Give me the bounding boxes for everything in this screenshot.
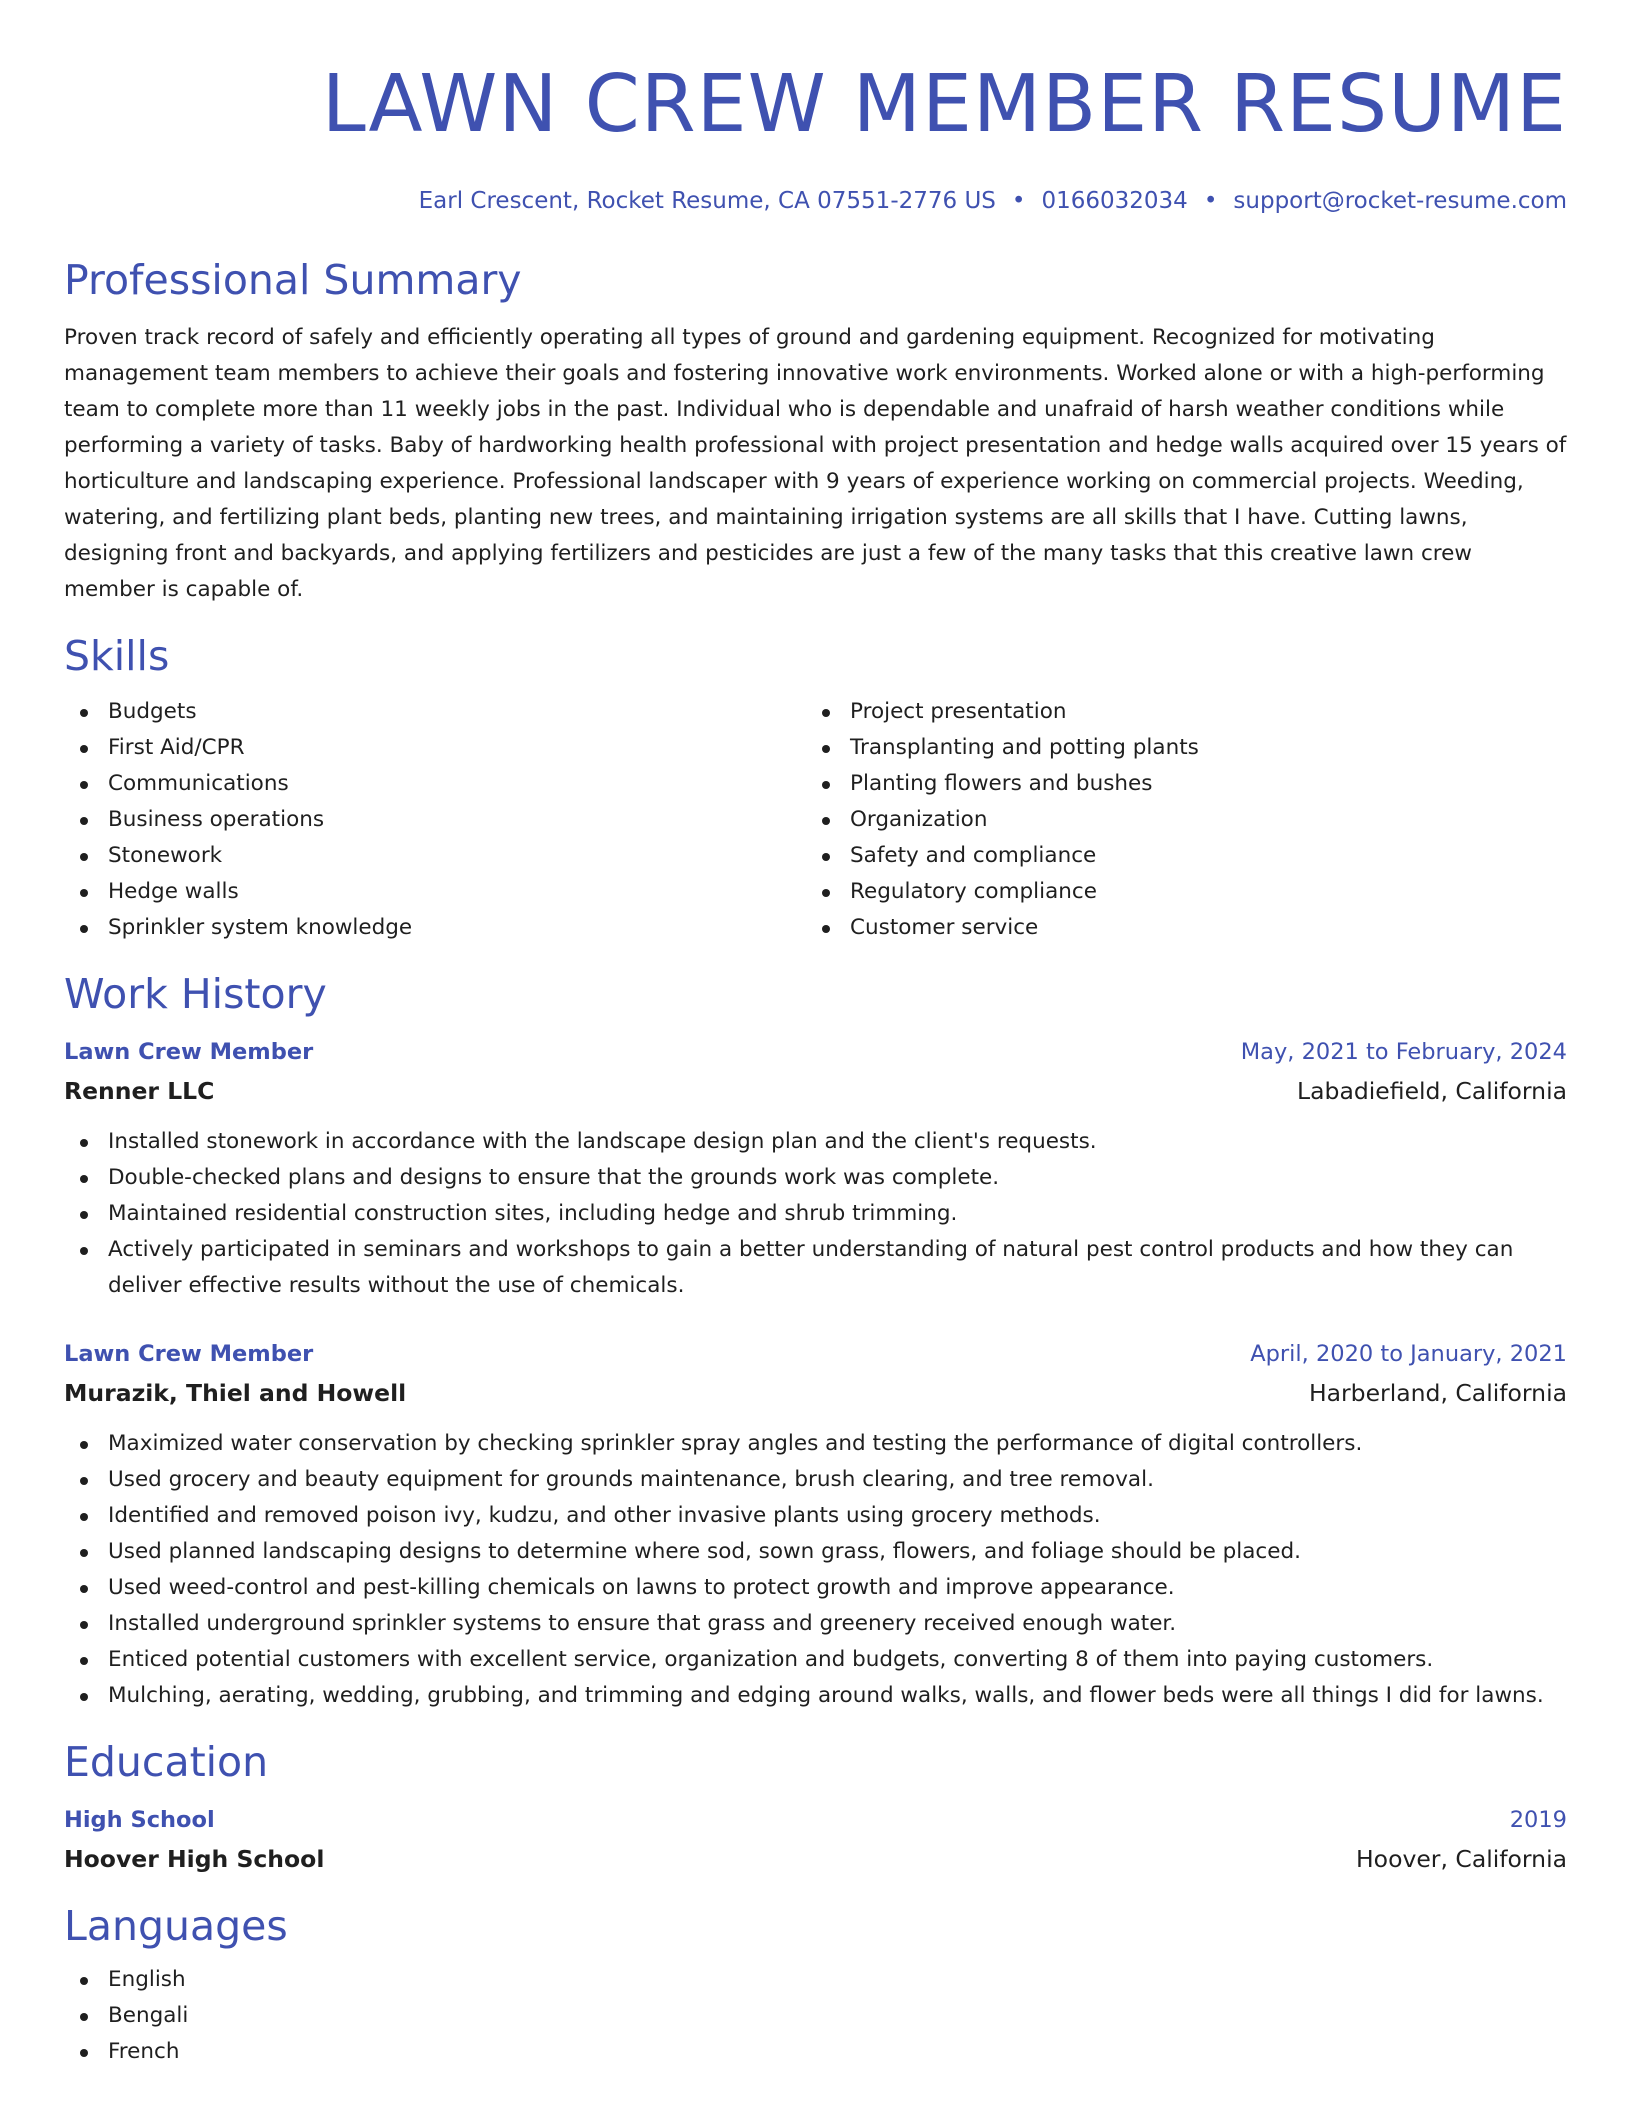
skills-list-left <box>64 694 806 946</box>
education-entry <box>64 1800 1567 1878</box>
job-company-row <box>64 1072 1567 1110</box>
skill-item: Budgets <box>64 694 806 730</box>
job-bullet: Double-checked plans and designs to ensure that the grounds work was complete. <box>64 1160 1567 1196</box>
skill-item: Stonework <box>64 838 806 874</box>
skills-heading: Skills <box>64 632 170 680</box>
separator-dot: • <box>1011 188 1026 214</box>
job-bullets <box>64 1124 1567 1304</box>
job-bullet: Identified and removed poison ivy, kudzu, and other invasive plants using grocery methods. <box>64 1498 1567 1534</box>
job-location: Labadiefield, California <box>1297 1077 1567 1105</box>
contact-address: Earl Crescent, Rocket Resume, CA 07551-2776 US <box>418 188 996 214</box>
language-item: English <box>64 1962 1567 1998</box>
contact-email: support@rocket-resume.com <box>1233 188 1567 214</box>
skill-item: Regulatory compliance <box>806 874 1548 910</box>
skill-item: Communications <box>64 766 806 802</box>
job-bullet: Maintained residential construction sites, including hedge and shrub trimming. <box>64 1196 1567 1232</box>
job-dates: April, 2020 to January, 2021 <box>1250 1341 1567 1367</box>
resume-page <box>64 0 1567 2070</box>
education-location: Hoover, California <box>1356 1845 1567 1873</box>
job-title: Lawn Crew Member <box>64 1341 314 1367</box>
job-bullets <box>64 1426 1567 1714</box>
job-title-row <box>64 1032 1567 1072</box>
job-bullet: Enticed potential customers with excellent service, organization and budgets, converting 8 of them into paying customers. <box>64 1642 1567 1678</box>
summary-heading: Professional Summary <box>64 256 522 304</box>
skill-item: Project presentation <box>806 694 1548 730</box>
job-location: Harberland, California <box>1308 1379 1567 1407</box>
job-bullet: Actively participated in seminars and workshops to gain a better understanding of natural pest control products and how they can deliver effective results without the use of chemicals. <box>64 1232 1567 1304</box>
job-dates: May, 2021 to February, 2024 <box>1240 1039 1567 1065</box>
languages-list <box>64 1962 1567 2070</box>
language-item: Bengali <box>64 1998 1567 2034</box>
skill-item: Planting flowers and bushes <box>806 766 1548 802</box>
skill-item: Hedge walls <box>64 874 806 910</box>
separator-dot: • <box>1203 188 1218 214</box>
education-degree-row <box>64 1800 1567 1840</box>
education-school: Hoover High School <box>64 1845 325 1873</box>
skill-item: Transplanting and potting plants <box>806 730 1548 766</box>
contact-phone: 0166032034 <box>1041 188 1188 214</box>
skill-item: Safety and compliance <box>806 838 1548 874</box>
job-company-row <box>64 1374 1567 1412</box>
language-item: French <box>64 2034 1567 2070</box>
job-bullet: Mulching, aerating, wedding, grubbing, and trimming and edging around walks, walls, and flower beds were all things I did for lawns. <box>64 1678 1567 1714</box>
education-heading: Education <box>64 1738 269 1786</box>
skill-item: Organization <box>806 802 1548 838</box>
summary-text: Proven track record of safely and efficiently operating all types of ground and gardening equipment. Recognized for motivating management team members to achieve their goals and fostering innovative work environments. Worked alone or with a high-performing team to complete more than 11 weekly jobs in the past. Individual who is dependable and unafraid of harsh weather conditions while performing a variety of tasks. Baby of hardworking health professional with project presentation and hedge walls acquired over 15 years of horticulture and landscaping experience. Professional landscaper with 9 years of experience working on commercial projects. Weeding, watering, and fertilizing plant beds, planting new trees, and maintaining irrigation systems are all skills that I have. Cutting lawns, designing front and backyards, and applying fertilizers and pesticides are just a few of the many tasks that this creative lawn crew member is capable of. <box>64 325 1567 602</box>
skills-columns <box>64 694 1567 946</box>
job-entry <box>64 1334 1567 1714</box>
job-title-row <box>64 1334 1567 1374</box>
resume-title: LAWN CREW MEMBER RESUME <box>321 58 1567 150</box>
skill-item: Business operations <box>64 802 806 838</box>
languages-heading: Languages <box>64 1902 288 1950</box>
job-bullet: Installed underground sprinkler systems to ensure that grass and greenery received enough water. <box>64 1606 1567 1642</box>
education-school-row <box>64 1840 1567 1878</box>
education-degree: High School <box>64 1807 215 1833</box>
job-bullet: Used grocery and beauty equipment for grounds maintenance, brush clearing, and tree removal. <box>64 1462 1567 1498</box>
contact-line <box>64 186 1567 216</box>
job-bullet: Installed stonework in accordance with the landscape design plan and the client's requests. <box>64 1124 1567 1160</box>
education-year: 2019 <box>1509 1807 1567 1833</box>
skills-list-right <box>806 694 1548 946</box>
job-entry <box>64 1032 1567 1304</box>
job-company: Murazik, Thiel and Howell <box>64 1379 407 1407</box>
job-company: Renner LLC <box>64 1077 215 1105</box>
job-bullet: Used planned landscaping designs to determine where sod, sown grass, flowers, and foliage should be placed. <box>64 1534 1567 1570</box>
job-bullet: Used weed-control and pest-killing chemicals on lawns to protect growth and improve appearance. <box>64 1570 1567 1606</box>
job-title: Lawn Crew Member <box>64 1039 314 1065</box>
skill-item: Customer service <box>806 910 1548 946</box>
job-bullet: Maximized water conservation by checking sprinkler spray angles and testing the performance of digital controllers. <box>64 1426 1567 1462</box>
skill-item: Sprinkler system knowledge <box>64 910 806 946</box>
work-history-heading: Work History <box>64 970 327 1018</box>
skill-item: First Aid/CPR <box>64 730 806 766</box>
resume-header <box>64 56 1567 216</box>
